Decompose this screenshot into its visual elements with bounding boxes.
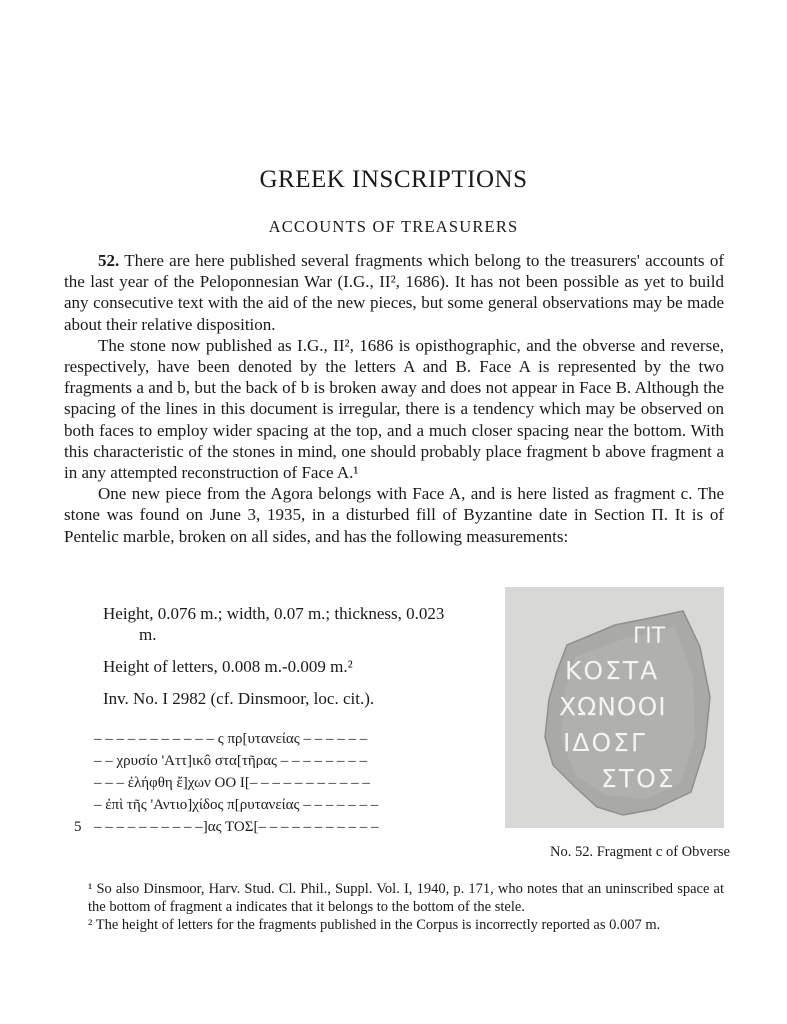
footnotes: [88, 880, 724, 934]
paragraph-2: The stone now published as I.G., II², 1686 is opisthographic, and the obverse and reverse, respectively, have been denoted by the letters A and B. Face A is represented by the two fragments a and b, but the back of b is broken away and does not appear in Face B. Although the spacing of the lines in this document is irregular, there is a tendency which may be observed on both faces to employ wider spacing at the top, and a much closer spacing near the bottom. With this characteristic of the stones in mind, one should probably place fragment b above fragment a in any attempted reconstruction of Face A.¹: [64, 335, 724, 483]
inscription-line: – – – ἐλήφθη ἔ]χων ΟΟ Ι[– – – – – – – – – – –: [94, 775, 370, 791]
fragment-stone-image: [505, 587, 724, 828]
inscription-line: – ἐπὶ τῆς 'Αντιο]χίδος π[ρυτανείας – – – – – – –: [94, 797, 379, 813]
measurement-inventory: Inv. No. I 2982 (cf. Dinsmoor, loc. cit.).: [103, 689, 375, 708]
footnote-2: ² The height of letters for the fragments published in the Corpus is incorrectly reported as 0.007 m.: [88, 917, 661, 933]
inscription-line-5: [74, 816, 474, 838]
photo-caption: No. 52. Fragment c of Obverse: [550, 844, 730, 860]
inscription-line-text: – – – – – – – – – –]ας ΤΟΣ[– – – – – – – – – – –: [94, 819, 379, 835]
measurement-dimensions: Height, 0.076 m.; width, 0.07 m.; thickness, 0.023 m.: [103, 604, 445, 644]
section-subtitle: ACCOUNTS OF TREASURERS: [268, 217, 519, 236]
inscription-line: – – χρυσίο 'Αττ]ικô στα[τῆρας – – – – – – – –: [94, 753, 367, 769]
paragraph-1: [64, 250, 724, 335]
entry-number: 52.: [98, 251, 120, 270]
stone-glyph-row: ΚΟΣΤΑ: [565, 656, 660, 685]
measurements-list: [103, 603, 463, 720]
inscription-line: – – – – – – – – – – – ς πρ[υτανείας – – – – – –: [94, 731, 368, 747]
line-number: 5: [74, 819, 82, 835]
page-title: GREEK INSCRIPTIONS: [259, 166, 528, 193]
stone-glyph-row: ΧΩΝΟΟΙ: [559, 692, 667, 721]
footnote-1: ¹ So also Dinsmoor, Harv. Stud. Cl. Phil., Suppl. Vol. I, 1940, p. 171, who notes that an uninscribed space at the bottom of fragment a indicates that it belongs to the bottom of the stele.: [88, 881, 724, 915]
fragment-photo: [505, 587, 724, 828]
stone-glyph-row: ΓΙΤ: [633, 624, 666, 649]
inscription-text: [74, 728, 474, 838]
paragraph-3: One new piece from the Agora belongs with Face A, and is here listed as fragment c. The stone was found on June 3, 1935, in a disturbed fill of Byzantine date in Section Π. It is of Pentelic marble, broken on all sides, and has the following measurements:: [64, 484, 724, 546]
measurement-letters: Height of letters, 0.008 m.-0.009 m.²: [103, 657, 353, 676]
stone-glyph-row: ΣΤΟΣ: [601, 764, 676, 793]
stone-glyph-row: ΙΔΟΣΓ: [563, 728, 647, 757]
body-text: [64, 250, 724, 547]
paragraph-1-text: There are here published several fragments which belong to the treasurers' accounts of the last year of the Peloponnesian War (I.G., II², 1686). It has not been possible as yet to build any consecutive text with the aid of the new pieces, but some general observations may be made about their relative disposition.: [64, 251, 724, 334]
